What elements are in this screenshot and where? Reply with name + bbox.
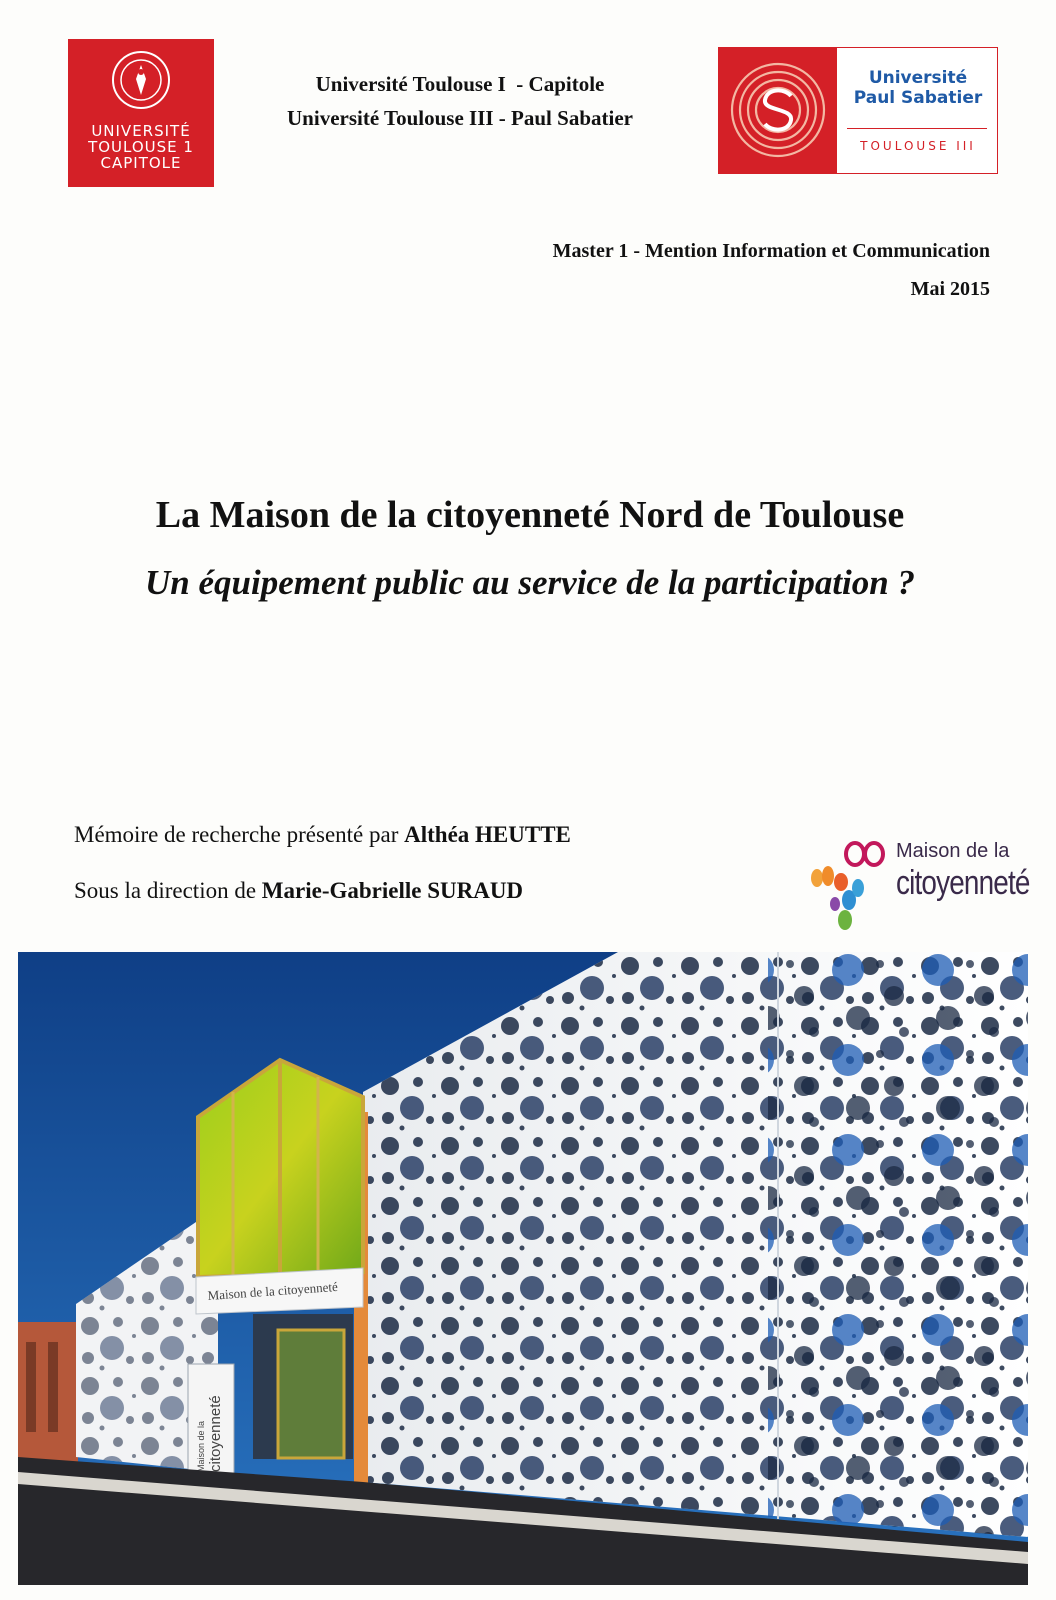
- direction-prefix: Sous la direction de: [74, 878, 262, 903]
- maison-citoyennete-logo: [805, 840, 1035, 940]
- supervisor-name: Marie-Gabrielle SURAUD: [261, 878, 524, 903]
- university-2: Université Toulouse III - Paul Sabatier: [287, 106, 633, 130]
- direction-line: [74, 878, 523, 904]
- totem-line-1: Maison de la: [196, 1420, 206, 1472]
- totem-line-2: citoyenneté: [207, 1395, 224, 1472]
- mdc-logo-line-2: citoyenneté: [896, 864, 1030, 902]
- author-name: Althéa HEUTTE: [404, 822, 571, 847]
- page-subtitle: Un équipement public au service de la participation ?: [145, 563, 915, 602]
- degree-label: Master 1 - Mention Information et Communication: [552, 240, 990, 262]
- degree-block: [553, 232, 990, 308]
- page-title: La Maison de la citoyenneté Nord de Toulouse: [155, 494, 905, 536]
- cover-photo: [18, 952, 1028, 1585]
- ut1-logo: [68, 39, 214, 187]
- university-1: Université Toulouse I - Capitole: [315, 72, 605, 96]
- presented-by-line: [74, 822, 571, 848]
- speech-bubbles-icon: [805, 840, 897, 940]
- ups-name-line-2: Paul Sabatier: [853, 88, 983, 108]
- building-sign: Maison de la citoyenneté: [207, 1278, 339, 1303]
- ups-divider: [847, 128, 987, 129]
- ut1-logo-line-3: CAPITOLE: [100, 154, 182, 172]
- ups-logo: [718, 47, 998, 174]
- ut1-logo-line-1: UNIVERSITÉ: [91, 122, 191, 140]
- ups-emblem-icon: [719, 48, 837, 173]
- ups-name-line-1: Université: [868, 68, 968, 88]
- presented-prefix: Mémoire de recherche présenté par: [74, 822, 405, 847]
- date-label: Mai 2015: [910, 278, 990, 300]
- mdc-logo-line-1: Maison de la: [896, 840, 1010, 862]
- university-seal-icon: [110, 49, 172, 111]
- ut1-logo-line-2: TOULOUSE 1: [88, 138, 194, 156]
- ups-city: TOULOUSE III: [860, 139, 976, 153]
- universities-block: [230, 67, 690, 135]
